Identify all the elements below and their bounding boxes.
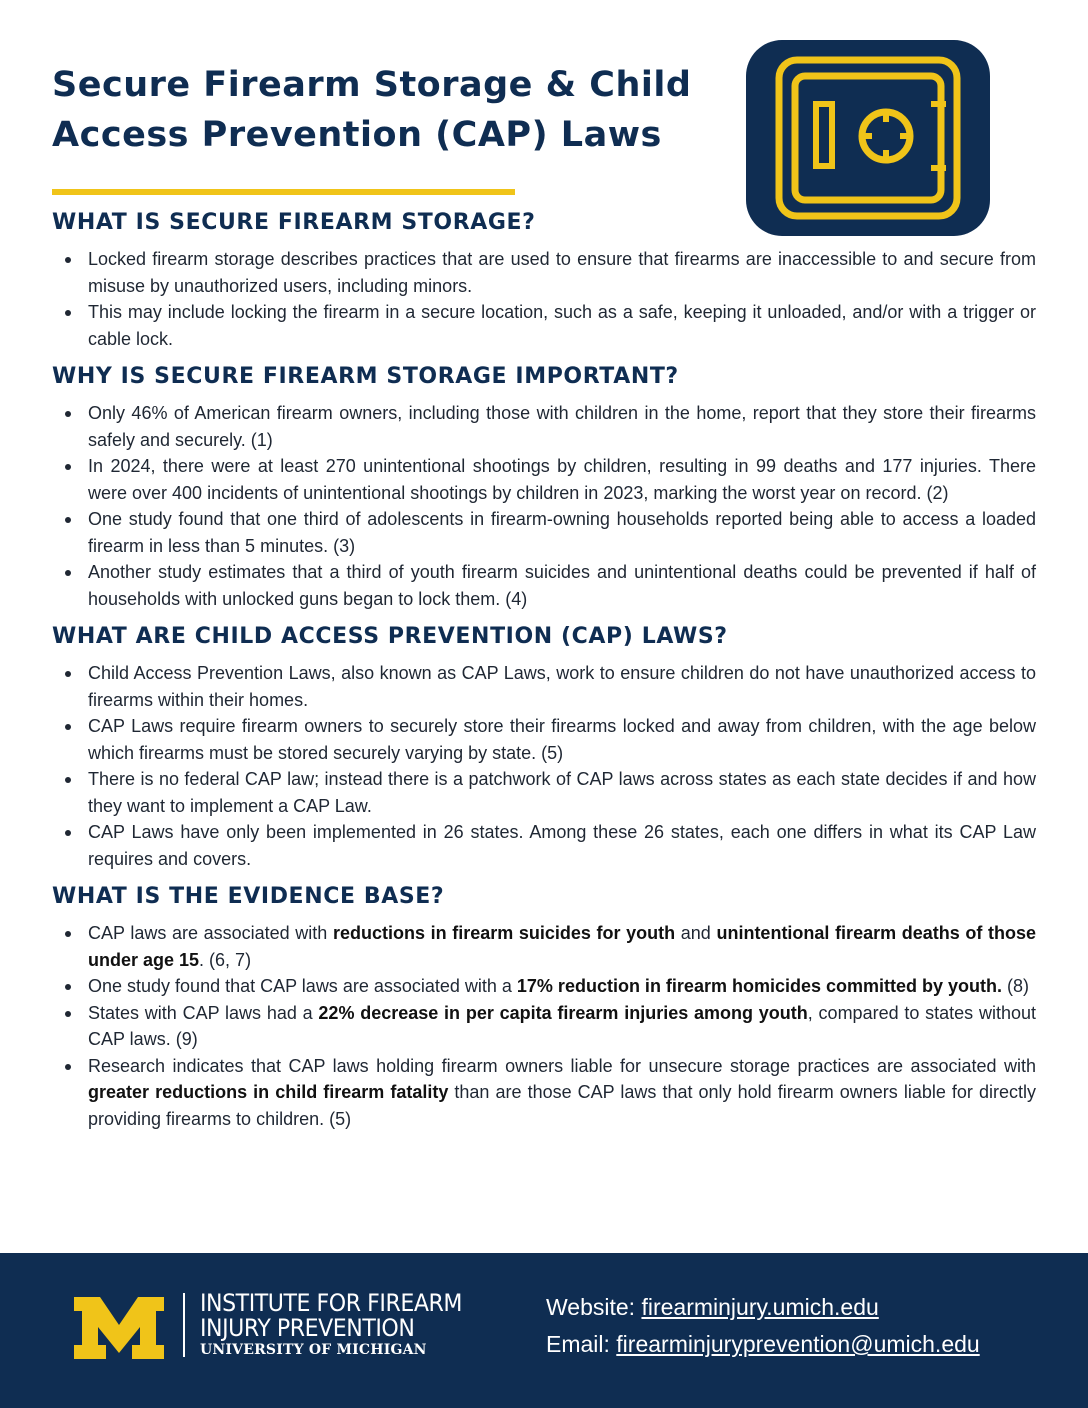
bullet-text: In 2024, there were at least 270 unintentional shootings by children, resulting in 99 deaths and 177 injuries. There were over 400 incidents of unintentional shootings by children in 2023, marking the worst year on record. (2)	[88, 456, 1036, 503]
logo-line-institute: INSTITUTE FOR FIREARM	[200, 1289, 462, 1317]
bullet-text: States with CAP laws had a	[88, 1002, 319, 1023]
bullet-text: Locked firearm storage describes practices that are used to ensure that firearms are inaccessible to and secure from misuse by unauthorized users, including minors.	[88, 249, 1036, 296]
bullet-text: . (6, 7)	[199, 949, 252, 970]
section-heading: WHY IS SECURE FIREARM STORAGE IMPORTANT?	[52, 364, 679, 389]
bullet-text-bold: unintentional firearm deaths of those under age 15	[88, 923, 1036, 970]
bullet-text-bold: reductions in firearm suicides for youth	[332, 923, 676, 943]
section-heading: WHAT ARE CHILD ACCESS PREVENTION (CAP) LAWS?	[52, 624, 728, 649]
bullet-item	[52, 1000, 1036, 1053]
logo-divider	[183, 1293, 185, 1357]
section-cap-laws	[52, 622, 1036, 872]
bullet-text-bold: 17% reduction in firearm homicides committed by youth.	[516, 976, 1003, 996]
bullet-text: There is no federal CAP law; instead there is a patchwork of CAP laws across states as each state decides if and how they want to implement a CAP Law.	[88, 769, 1036, 816]
contact-info	[546, 1289, 980, 1363]
bullet-item	[52, 246, 1036, 299]
safe-icon	[746, 40, 990, 236]
section-why-important	[52, 362, 1036, 612]
bullet-list	[52, 246, 1036, 352]
bullet-item	[52, 713, 1036, 766]
bullet-text: than are those CAP laws that only hold firearm owners liable for directly providing firearms to children. (5)	[88, 1082, 1036, 1129]
section-evidence-base	[52, 882, 1036, 1132]
institute-logo-text	[200, 1291, 485, 1359]
bullet-item	[52, 819, 1036, 872]
bullet-text: CAP laws are associated with	[88, 923, 333, 943]
main-content	[52, 208, 1036, 1142]
bullet-text: One study found that CAP laws are associated with a	[88, 976, 517, 996]
footer	[0, 1253, 1088, 1408]
bullet-text-bold: greater reductions in child firearm fatality	[88, 1082, 449, 1102]
logo-line-university: UNIVERSITY OF MICHIGAN	[200, 1342, 427, 1358]
bullet-text: and	[675, 923, 717, 943]
section-what-is-storage	[52, 208, 1036, 352]
bullet-item	[52, 453, 1036, 506]
logo-line-injury: INJURY PREVENTION	[200, 1314, 415, 1342]
bullet-text: Research indicates that CAP laws holding firearm owners liable for unsecure storage practices are associated with	[88, 1055, 1036, 1076]
bullet-item	[52, 920, 1036, 973]
bullet-list	[52, 920, 1036, 1132]
section-heading: WHAT IS THE EVIDENCE BASE?	[52, 884, 445, 909]
bullet-text: One study found that one third of adolescents in firearm-owning households reported being able to access a loaded firearm in less than 5 minutes. (3)	[88, 509, 1036, 556]
bullet-item	[52, 766, 1036, 819]
bullet-list	[52, 660, 1036, 872]
bullet-item	[52, 400, 1036, 453]
bullet-text: CAP Laws require firearm owners to securely store their firearms locked and away from children, with the age below which firearms must be stored securely varying by state. (5)	[88, 716, 1036, 763]
email-label: Email:	[546, 1331, 617, 1357]
bullet-list	[52, 400, 1036, 612]
bullet-item	[52, 1053, 1036, 1133]
bullet-item	[52, 973, 1036, 1000]
title-underline	[52, 189, 515, 195]
page-title: Secure Firearm Storage & Child Access Prevention (CAP) Laws	[52, 65, 692, 155]
website-link[interactable]: firearminjury.umich.edu	[641, 1294, 879, 1320]
website-row	[546, 1289, 980, 1326]
section-heading: WHAT IS SECURE FIREARM STORAGE?	[52, 210, 536, 235]
bullet-item	[52, 660, 1036, 713]
bullet-item	[52, 506, 1036, 559]
email-link[interactable]: firearminjuryprevention@umich.edu	[616, 1331, 980, 1357]
bullet-text: This may include locking the firearm in a secure location, such as a safe, keeping it unloaded, and/or with a trigger or cable lock.	[88, 302, 1036, 349]
bullet-text: (8)	[1002, 976, 1030, 996]
bullet-text: Child Access Prevention Laws, also known as CAP Laws, work to ensure children do not have unauthorized access to firearms within their homes.	[88, 663, 1036, 710]
bullet-text: Another study estimates that a third of youth firearm suicides and unintentional deaths could be prevented if half of households with unlocked guns began to lock them. (4)	[88, 562, 1036, 609]
email-row	[546, 1326, 980, 1363]
bullet-text-bold: 22% decrease in per capita firearm injuries among youth	[318, 1002, 808, 1023]
bullet-text: Only 46% of American firearm owners, including those with children in the home, report that they store their firearms safely and securely. (1)	[88, 403, 1036, 450]
bullet-item	[52, 559, 1036, 612]
bullet-text: CAP Laws have only been implemented in 26 states. Among these 26 states, each one differs in what its CAP Law requires and covers.	[88, 822, 1036, 869]
bullet-text: , compared to states without CAP laws. (9)	[88, 1002, 1036, 1049]
website-label: Website:	[546, 1294, 642, 1320]
block-m-logo	[72, 1295, 166, 1361]
bullet-item	[52, 299, 1036, 352]
